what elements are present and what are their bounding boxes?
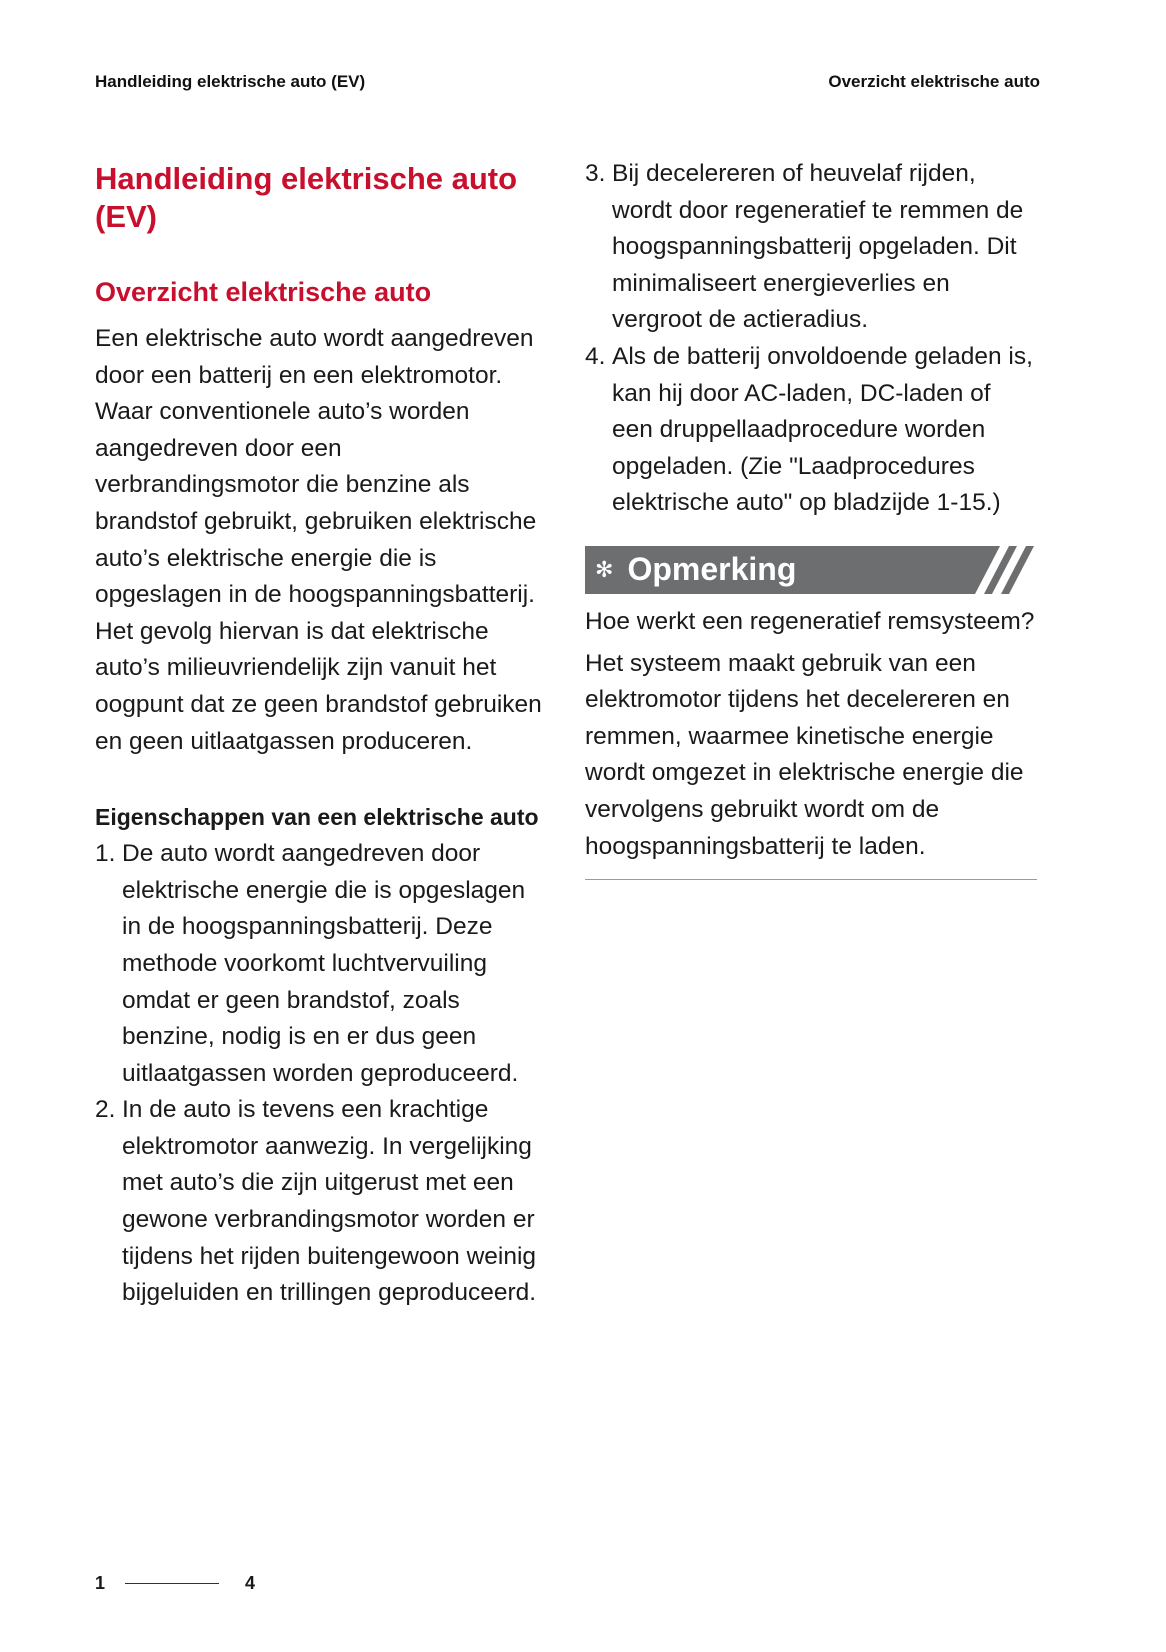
list-item-text: De auto wordt aangedreven door elektrische energie die is opgeslagen in de hoogspanningsbatterij. Deze methode voorkomt luchtvervuiling omdat er geen brandstof, zoals benzine, nodig is en er dus geen uitlaatgassen worden geproduceerd. — [122, 840, 526, 1087]
list-item — [585, 339, 1037, 522]
list-item-text: In de auto is tevens een krachtige elektromotor aanwezig. In vergelijking met auto’s die zijn uitgerust met een gewone verbrandingsmotor worden er tijdens het rijden buitengewoon weinig bijgeluiden en trillingen geproduceerd. — [122, 1096, 537, 1307]
note-header-bar — [585, 546, 1037, 594]
note-title: Opmerking — [627, 551, 797, 588]
list-item — [95, 1092, 543, 1312]
list-item — [95, 836, 543, 1092]
intro-paragraph: Een elektrische auto wordt aangedreven door een batterij en een elektromotor. Waar conventionele auto’s worden aangedreven door een verbrandingsmotor die benzine als brandstof gebruikt, gebruiken elektrische auto’s elektrische energie die is opgeslagen in de hoogspanningsbatterij. Het gevolg hiervan is dat elektrische auto’s milieuvriendelijk zijn vanuit het oogpunt dat ze geen brandstof gebruiken en geen uitlaatgassen produceren. — [95, 325, 542, 755]
section-title: Overzicht elektrische auto — [95, 277, 432, 307]
note-body — [585, 604, 1037, 865]
diagonal-stripes-icon — [957, 546, 1037, 594]
right-column — [585, 160, 1037, 888]
features-list-part-2 — [585, 156, 1037, 522]
list-item-number: 1. — [95, 840, 116, 868]
note-divider — [585, 879, 1037, 880]
list-item — [585, 156, 1037, 339]
page-number: 4 — [245, 1573, 256, 1593]
features-heading: Eigenschappen van een elektrische auto — [95, 804, 539, 831]
chapter-number: 1 — [95, 1573, 106, 1593]
page-footer — [95, 1573, 255, 1594]
chapter-title: Handleiding elektrische auto (EV) — [95, 161, 518, 234]
running-head-right: Overzicht elektrische auto — [828, 72, 1040, 91]
list-item-number: 2. — [95, 1096, 116, 1124]
left-column — [95, 160, 543, 1312]
note-answer: Het systeem maakt gebruik van een elektromotor tijdens het decelereren en remmen, waarmee kinetische energie wordt omgezet in elektrische energie die vervolgens gebruikt wordt om de hoogspanningsbatterij te laden. — [585, 649, 1024, 860]
list-item-number: 3. — [585, 160, 606, 187]
note-question: Hoe werkt een regeneratief remsysteem? — [585, 607, 1035, 635]
features-list-part-1 — [95, 836, 543, 1312]
list-item-text: Bij decelereren of heuvelaf rijden, wordt door regeneratief te remmen de hoogspanningsbatterij opgeladen. Dit minimaliseert energieverlies en vergroot de actieradius. — [612, 160, 1024, 334]
list-item-number: 4. — [585, 342, 606, 370]
asterisk-icon: ✻ — [595, 556, 614, 582]
footer-divider — [125, 1583, 219, 1584]
running-head-left: Handleiding elektrische auto (EV) — [95, 72, 366, 91]
list-item-text: Als de batterij onvoldoende geladen is, kan hij door AC-laden, DC-laden of een druppellaadprocedure worden opgeladen. (Zie "Laadprocedures elektrische auto" op bladzijde 1-15.) — [612, 342, 1033, 517]
